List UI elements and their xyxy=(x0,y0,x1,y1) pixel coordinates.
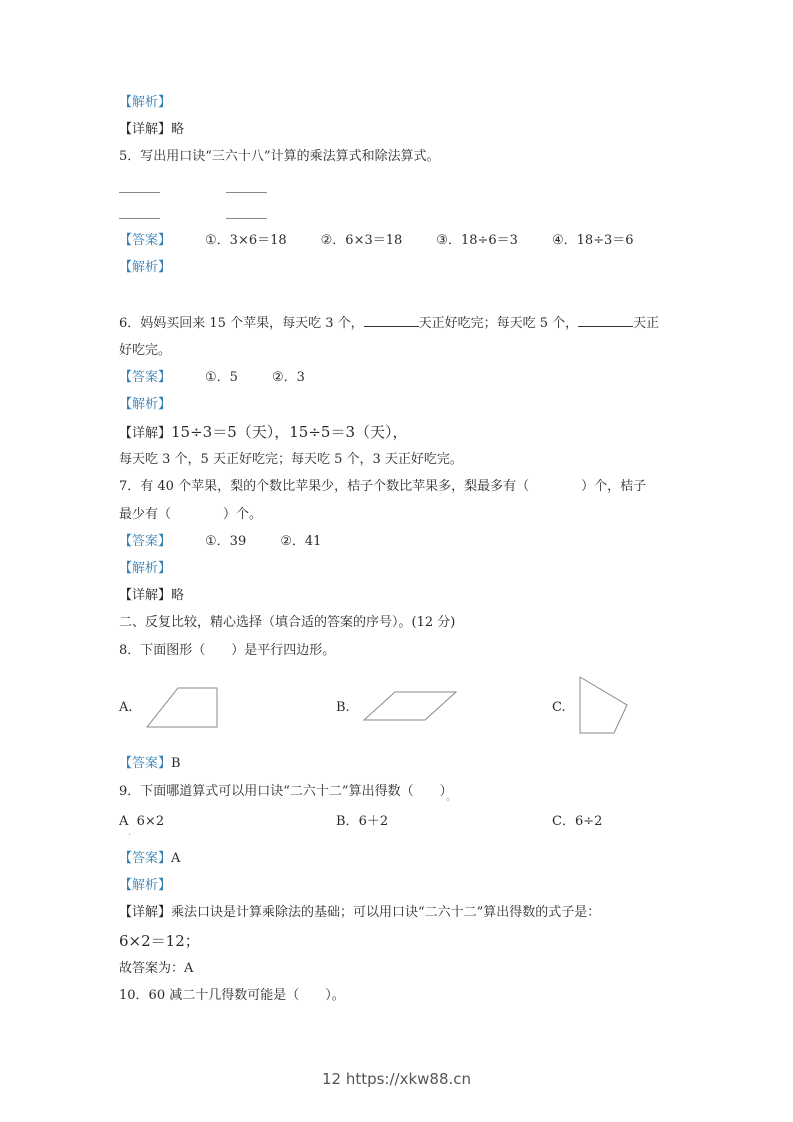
section2-title: 二、反复比较，精心选择（填合适的答案的序号）。(12 分) xyxy=(119,615,456,630)
q9-choice-c-expr: 6÷2 xyxy=(574,814,603,829)
q9-choice-b xyxy=(336,813,388,831)
detail-label: 【详解】 xyxy=(119,122,172,137)
q9-choice-b-expr: 6＋2 xyxy=(358,814,389,829)
answer-label: 【答案】 xyxy=(119,233,172,248)
q7-answer-1: ①．39 xyxy=(205,534,247,549)
q6-detail-line2: 每天吃 3 个，5 天正好吃完；每天吃 5 个，3 天正好吃完。 xyxy=(119,452,463,467)
answer-label: 【答案】 xyxy=(119,534,172,549)
page-footer xyxy=(0,1070,793,1088)
q5-answer-4: ④．18÷3＝6 xyxy=(551,233,634,248)
detail-label: 【详解】 xyxy=(119,905,172,920)
q9-detail-text: 乘法口诀是计算乘除法的基础；可以用口诀“二六十二”算出得数的式子是： xyxy=(171,905,601,920)
q9-choice-b-label: B． xyxy=(336,814,359,829)
q9-question-line xyxy=(119,783,456,802)
q7-analysis-label: 【解析】 xyxy=(119,561,172,576)
q10-question: 10．60 减二十几得数可能是（ ）。 xyxy=(119,988,345,1003)
q9-choice-a-expr: 6×2 xyxy=(136,814,165,829)
trapezoid-shape xyxy=(147,688,217,727)
q9-question: 9．下面哪道算式可以用口诀“二六十二”算出得数（ ） xyxy=(119,784,447,799)
q6-text-2: 天正好吃完；每天吃 5 个， xyxy=(418,316,579,331)
q8-choice-b-label: B. xyxy=(336,700,350,715)
quadrilateral-shape xyxy=(580,677,627,733)
q6-text-3: 天正 xyxy=(633,316,660,331)
q9-choice-c xyxy=(552,813,602,831)
q8-answer: B xyxy=(171,756,181,771)
q6-text-1: 6．妈妈买回来 15 个苹果，每天吃 3 个， xyxy=(119,316,364,331)
q6-answer-1: ①．5 xyxy=(205,370,238,385)
parallelogram-shape xyxy=(364,692,456,720)
page-number: 12 xyxy=(321,1070,342,1088)
q8-question: 8．下面图形（ ）是平行四边形。 xyxy=(119,643,336,658)
answer-label: 【答案】 xyxy=(119,756,172,771)
detail-text: 略 xyxy=(171,122,185,137)
q5-question: 5．写出用口诀“三六十八”计算的乘法算式和除法算式。 xyxy=(119,149,440,164)
q9-choice-a-label: A xyxy=(119,814,129,829)
q9-choice-c-label: C． xyxy=(552,814,575,829)
q6-question-line2: 好吃完。 xyxy=(119,343,172,358)
detail-label: 【详解】 xyxy=(119,588,172,603)
q8-choice-c-label: C. xyxy=(552,700,566,715)
q7-answer-2: ②．41 xyxy=(280,534,322,549)
q5-analysis-label: 【解析】 xyxy=(119,260,172,275)
q5-answer-1: ①．3×6＝18 xyxy=(205,233,287,248)
q5-answer-2: ②．6×3＝18 xyxy=(320,233,403,248)
stray-dot: · xyxy=(128,830,132,841)
q9-detail-math: 6×2＝12； xyxy=(119,932,200,950)
q9-analysis-label: 【解析】 xyxy=(119,878,172,893)
detail-text: 略 xyxy=(171,588,185,603)
q8-choice-a-label: A. xyxy=(119,700,133,715)
q9-detail-line xyxy=(119,904,600,922)
q6-detail-math: 15÷3＝5（天），15÷5＝3（天）， xyxy=(171,423,408,441)
q5-answer-3: ③．18÷6＝3 xyxy=(436,233,518,248)
q7-question-line2: 最少有（ ）个。 xyxy=(119,507,263,522)
q9-answer: A xyxy=(171,851,181,866)
q9-answer-line xyxy=(119,850,180,868)
q9-choice-a xyxy=(119,813,164,831)
q9-conclusion: 故答案为：A xyxy=(119,961,194,976)
answer-label: 【答案】 xyxy=(119,851,172,866)
q4-analysis-label: 【解析】 xyxy=(119,95,172,110)
footer-url[interactable]: https://xkw88.cn xyxy=(345,1070,472,1088)
q7-question-line1: 7．有 40 个苹果，梨的个数比苹果少，桔子个数比苹果多，梨最多有（ ）个，桔子 xyxy=(119,479,647,494)
q6-answer-2: ②．3 xyxy=(271,370,305,385)
q8-answer-line xyxy=(119,755,181,773)
answer-label: 【答案】 xyxy=(119,370,172,385)
q9-question-end: 。 xyxy=(446,792,457,803)
detail-label: 【详解】 xyxy=(119,426,172,441)
q6-analysis-label: 【解析】 xyxy=(119,397,172,412)
